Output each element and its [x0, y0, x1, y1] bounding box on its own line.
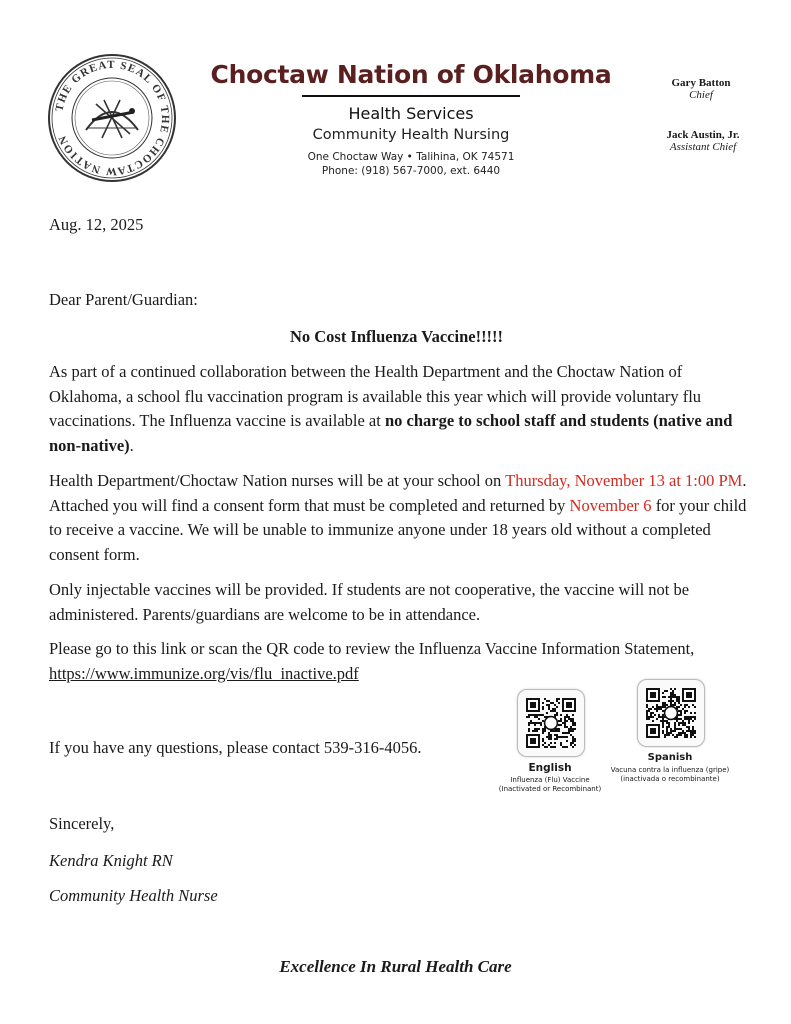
paragraph-text: . Attached you will find a consent form that must be completed and returned by	[49, 471, 747, 515]
qr-description: Influenza (Flu) Vaccine (Inactivated or Recombinant)	[498, 776, 602, 793]
footer-tagline: Excellence In Rural Health Care	[279, 957, 512, 976]
header-divider	[302, 95, 520, 97]
official-title: Chief	[689, 89, 713, 101]
department-name: Health Services	[348, 104, 474, 123]
qr-language-label: English	[528, 762, 572, 774]
org-name: Choctaw Nation of Oklahoma	[210, 60, 612, 89]
clinic-date-time: Thursday, November 13 at 1:00 PM	[505, 471, 743, 490]
paragraph-text: .	[129, 435, 134, 455]
paragraph-text: Please go to this link or scan the QR code to review the Influenza Vaccine Information Statement,	[49, 639, 695, 658]
vis-link[interactable]: https://www.immunize.org/vis/flu_inactive.pdf	[49, 663, 359, 683]
great-seal-logo	[46, 52, 178, 184]
greeting: Dear Parent/Guardian:	[49, 290, 198, 309]
paragraph-injectable: Only injectable vaccines will be provided. If students are not cooperative, the vaccine will not be administered. Parents/guardians are welcome to be in attendance.	[49, 580, 690, 624]
address-line: One Choctaw Way • Talihina, OK 74571	[307, 151, 515, 163]
closing: Sincerely,	[49, 814, 115, 833]
signer-title: Community Health Nurse	[49, 886, 218, 905]
official-assistant-chief	[648, 129, 758, 153]
qr-code-icon	[526, 698, 576, 748]
official-chief	[646, 77, 756, 101]
paragraph-program	[49, 360, 749, 458]
paragraph-text: As part of a continued collaboration between the Health Department and the Choctaw Nation of Oklahoma, a school flu vaccination program is available this year which will provide voluntary flu vaccinations. The Influenza vaccine is available at	[49, 362, 702, 430]
paragraph-text: Health Department/Choctaw Nation nurses will be at your school on	[49, 471, 506, 490]
qr-description: Vacuna contra la influenza (gripe) (inactivada o recombinante)	[610, 766, 730, 783]
letter-heading: No Cost Influenza Vaccine!!!!!	[289, 327, 504, 346]
qr-code-english[interactable]	[517, 689, 585, 757]
paragraph-text: for your child to receive a vaccine. We will be unable to immunize anyone under 18 years old without a completed consent form.	[49, 495, 747, 564]
qr-language-label: Spanish	[647, 752, 693, 763]
paragraph-schedule	[49, 469, 749, 567]
official-name: Gary Batton	[671, 77, 731, 89]
consent-deadline: November 6	[569, 495, 652, 515]
qr-code-spanish[interactable]	[637, 679, 705, 747]
contact-line: If you have any questions, please contact 539-316-4056.	[49, 738, 422, 757]
no-charge-emphasis: no charge to school staff and students (native and non-native)	[49, 411, 733, 455]
svg-text:THE GREAT SEAL OF THE CHOCTAW: THE GREAT SEAL OF THE CHOCTAW NATION	[53, 58, 172, 178]
program-name: Community Health Nursing	[312, 127, 510, 143]
letter-date: Aug. 12, 2025	[49, 215, 144, 234]
official-name: Jack Austin, Jr.	[666, 129, 740, 141]
official-title: Assistant Chief	[669, 141, 737, 153]
signer-name: Kendra Knight RN	[49, 851, 173, 870]
phone-line: Phone: (918) 567-7000, ext. 6440	[321, 165, 501, 177]
qr-code-icon	[646, 688, 696, 738]
